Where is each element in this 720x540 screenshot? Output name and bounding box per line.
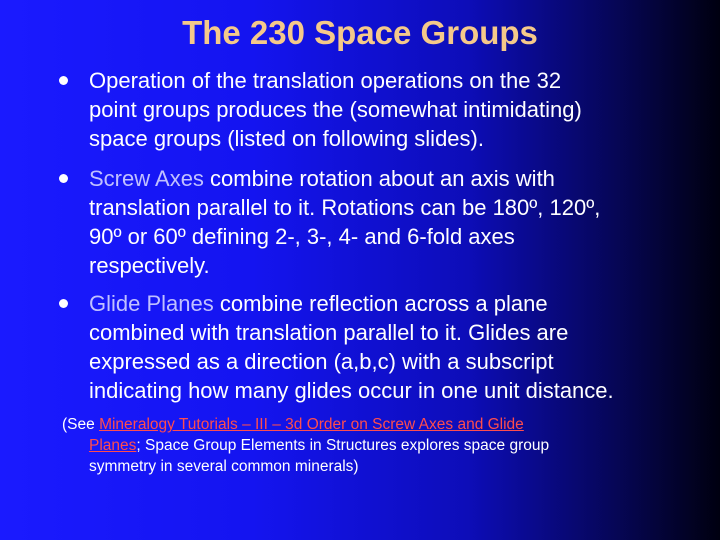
- bullet-item-screw-axes: [59, 164, 679, 280]
- bullet-line: space groups (listed on following slides).: [89, 126, 484, 151]
- bullet-line: indicating how many glides occur in one unit distance.: [89, 378, 614, 403]
- bullet-dot-icon: [59, 299, 68, 308]
- reference-note: [62, 414, 662, 477]
- mineralogy-tutorials-link[interactable]: Mineralogy Tutorials – III – 3d Order on Screw Axes and Glide: [99, 416, 524, 433]
- bullet-line: combined with translation parallel to it. Glides are: [89, 320, 569, 345]
- bullet-line-text: combine reflection across a plane: [213, 291, 548, 316]
- note-line: [62, 435, 662, 456]
- bullet-line: [89, 289, 679, 318]
- bullet-line-text: combine rotation about an axis with: [203, 166, 555, 191]
- bullet-dot-icon: [59, 174, 68, 183]
- bullet-line: expressed as a direction (a,b,c) with a subscript: [89, 349, 554, 374]
- bullet-line: point groups produces the (somewhat intimidating): [89, 97, 582, 122]
- bullet-line: 90º or 60º defining 2-, 3-, 4- and 6-fold axes: [89, 224, 515, 249]
- screw-axes-term: Screw Axes: [89, 166, 204, 191]
- mineralogy-tutorials-link-cont[interactable]: Planes: [89, 437, 137, 454]
- bullet-line: [89, 164, 679, 193]
- bullet-dot-icon: [59, 76, 68, 85]
- bullet-line: respectively.: [89, 253, 210, 278]
- slide-title: The 230 Space Groups: [182, 14, 538, 51]
- note-prefix: (See: [62, 416, 100, 433]
- bullet-line: translation parallel to it. Rotations can be 180º, 120º,: [89, 195, 601, 220]
- bullet-item-glide-planes: [59, 289, 679, 405]
- note-line: symmetry in several common minerals): [89, 458, 359, 475]
- bullet-item-translation: [59, 66, 679, 153]
- glide-planes-term: Glide Planes: [89, 291, 214, 316]
- note-line: [62, 416, 524, 433]
- bullet-line: Operation of the translation operations on the 32: [89, 68, 562, 93]
- note-text: ; Space Group Elements in Structures explores space group: [136, 437, 550, 454]
